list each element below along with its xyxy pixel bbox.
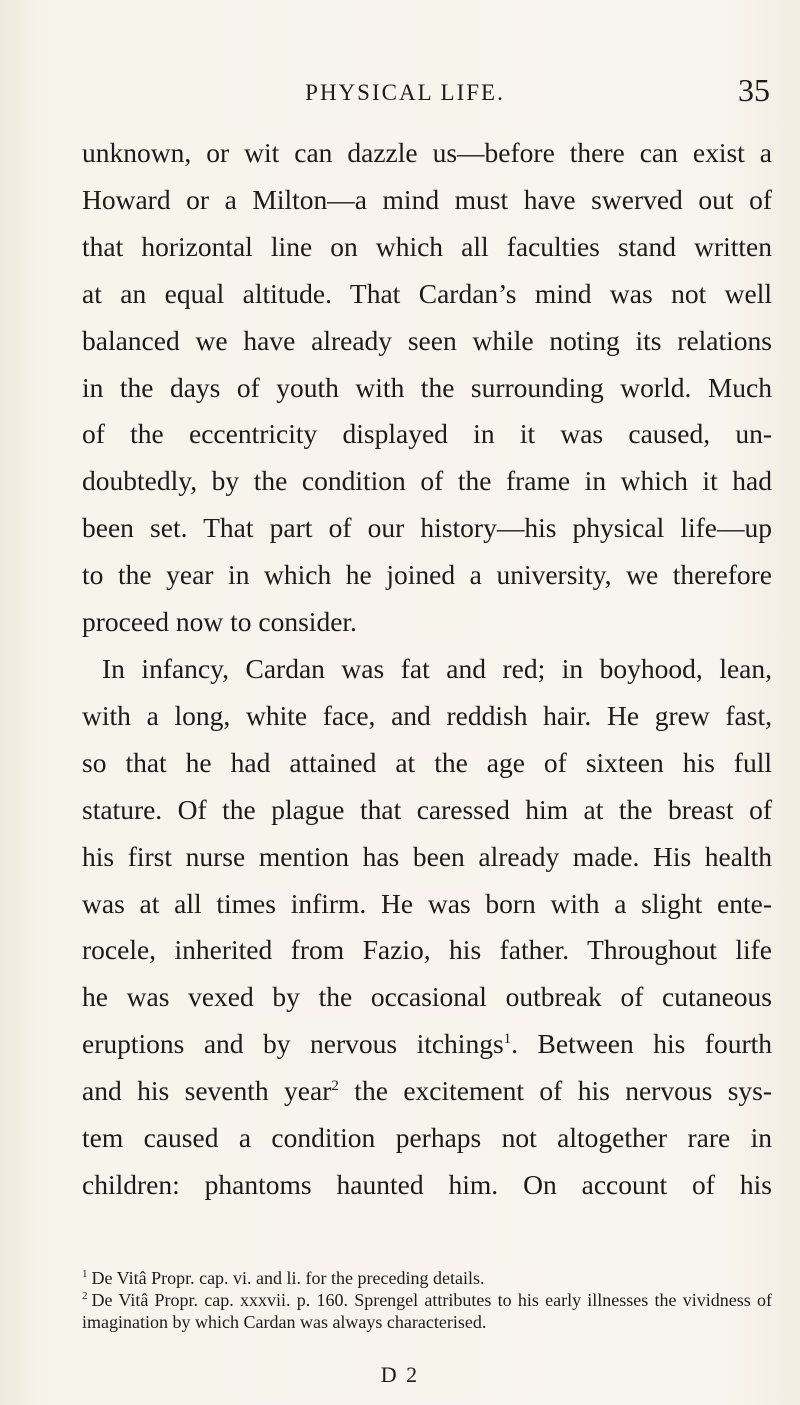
text-line: In infancy, Cardan was fat and red; in boyhood, lean, — [102, 652, 772, 684]
text-line: Howard or a Milton—a mind must have swerved out of — [82, 183, 772, 215]
footnote-mark: 1 — [82, 1268, 88, 1280]
text-segment: . Between his fourth — [511, 1028, 772, 1060]
footnote-text: De Vitâ Propr. cap. xxxvii. p. 160. Sprengel attributes to his early illnesses the vividness of imagination by which Cardan was always characterised. — [82, 1290, 772, 1332]
text-line: so that he had attained at the age of sixteen his full — [82, 746, 772, 778]
text-line: that horizontal line on which all faculties stand written — [82, 230, 772, 262]
text-line: doubtedly, by the condition of the frame in which it had — [82, 465, 772, 497]
text-line: of the eccentricity displayed in it was caused, un- — [82, 418, 772, 450]
text-line: rocele, inherited from Fazio, his father. Throughout life — [82, 934, 772, 966]
footnote-2 — [82, 1289, 772, 1333]
text-segment: the excitement of his nervous sys- — [338, 1075, 772, 1107]
text-line: at an equal altitude. That Cardan’s mind was not well — [82, 277, 772, 309]
running-title: PHYSICAL LIFE. — [305, 80, 505, 105]
page-number: 35 — [738, 72, 770, 108]
paragraph-2 — [82, 646, 772, 1209]
page-header — [40, 42, 770, 108]
text-line: tem caused a condition perhaps not altogether rare in — [82, 1122, 772, 1154]
text-segment: and his seventh year — [82, 1075, 332, 1107]
text-line: balanced we have already seen while noting its relations — [82, 324, 772, 356]
footnotes — [82, 1267, 772, 1333]
text-line: been set. That part of our history—his physical life—up — [82, 512, 772, 544]
text-line: in the days of youth with the surrounding world. Much — [82, 371, 772, 403]
footnote-mark: 2 — [82, 1290, 88, 1302]
text-line: unknown, or wit can dazzle us—before there can exist a — [82, 137, 772, 168]
footnote-ref: 2 — [331, 1077, 339, 1094]
text-line: was at all times infirm. He was born with a slight ente- — [82, 887, 772, 919]
text-line: to the year in which he joined a university, we therefore — [82, 559, 772, 591]
footnote-ref: 1 — [503, 1031, 512, 1048]
paragraph-1 — [82, 130, 772, 646]
text-line — [82, 1068, 772, 1115]
body-text — [82, 130, 772, 1209]
signature-mark: D 2 — [380, 1362, 420, 1387]
text-line: he was vexed by the occasional outbreak of cutaneous — [82, 981, 772, 1013]
text-line: his first nurse mention has been already made. His health — [82, 840, 772, 872]
text-segment: eruptions and by nervous itchings — [82, 1028, 504, 1060]
text-line: proceed now to consider. — [82, 606, 357, 638]
text-line — [82, 1021, 772, 1068]
footnote-text: De Vitâ Propr. cap. vi. and li. for the preceding details. — [91, 1268, 485, 1288]
footnote-1 — [82, 1267, 772, 1289]
text-line: with a long, white face, and reddish hair. He grew fast, — [82, 699, 772, 731]
text-line: stature. Of the plague that caressed him at the breast of — [82, 793, 772, 825]
text-line: children: phantoms haunted him. On account of his — [82, 1168, 772, 1200]
